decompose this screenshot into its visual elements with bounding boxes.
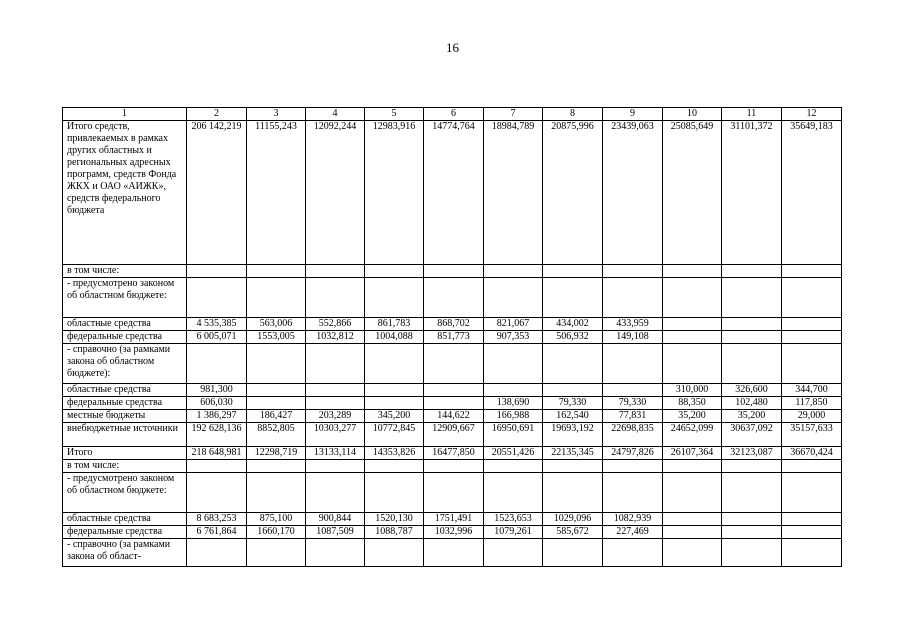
table-row	[63, 513, 842, 526]
table-cell: 1087,509	[306, 526, 365, 539]
table-cell	[722, 318, 782, 331]
row-label: в том числе:	[63, 460, 187, 473]
table-cell	[543, 384, 603, 397]
column-header: 9	[603, 108, 663, 121]
table-cell	[782, 344, 842, 384]
table-cell: 981,300	[187, 384, 247, 397]
column-header: 3	[247, 108, 306, 121]
table-cell: 1029,096	[543, 513, 603, 526]
row-label: Итого средств, привлекаемых в рамках других областных и региональных адресных программ, средств Фонда ЖКХ и ОАО «АИЖК», средств федерального бюджета	[63, 121, 187, 265]
table-cell: 552,866	[306, 318, 365, 331]
table-row	[63, 460, 842, 473]
table-cell: 1660,170	[247, 526, 306, 539]
table-cell	[365, 265, 424, 278]
table-cell: 36670,424	[782, 447, 842, 460]
column-header: 5	[365, 108, 424, 121]
table-cell: 12092,244	[306, 121, 365, 265]
table-cell: 344,700	[782, 384, 842, 397]
table-cell: 25085,649	[663, 121, 722, 265]
table-cell: 35649,183	[782, 121, 842, 265]
table-cell: 26107,364	[663, 447, 722, 460]
table-cell: 345,200	[365, 410, 424, 423]
table-cell	[603, 278, 663, 318]
table-cell	[543, 473, 603, 513]
table-cell	[663, 278, 722, 318]
table-cell: 166,988	[484, 410, 543, 423]
table-cell: 79,330	[603, 397, 663, 410]
table-row	[63, 539, 842, 567]
table-cell	[663, 513, 722, 526]
table-cell: 1751,491	[424, 513, 484, 526]
table-cell: 1004,088	[365, 331, 424, 344]
table-cell	[247, 473, 306, 513]
table-cell	[484, 278, 543, 318]
table-cell	[722, 460, 782, 473]
table-cell	[424, 397, 484, 410]
table-cell	[543, 539, 603, 567]
table-row	[63, 344, 842, 384]
table-cell: 1079,261	[484, 526, 543, 539]
table-cell: 203,289	[306, 410, 365, 423]
table-cell: 30637,092	[722, 423, 782, 447]
table-cell: 326,600	[722, 384, 782, 397]
table-cell: 606,030	[187, 397, 247, 410]
table-cell: 506,932	[543, 331, 603, 344]
table-cell: 821,067	[484, 318, 543, 331]
table-row	[63, 384, 842, 397]
table-cell: 851,773	[424, 331, 484, 344]
table-cell	[782, 539, 842, 567]
table-cell: 563,006	[247, 318, 306, 331]
table-cell: 35157,633	[782, 423, 842, 447]
table-cell: 1032,996	[424, 526, 484, 539]
page-number: 16	[446, 40, 459, 55]
table-cell	[424, 473, 484, 513]
row-label: местные бюджеты	[63, 410, 187, 423]
table-cell	[663, 265, 722, 278]
table-cell	[484, 344, 543, 384]
column-header: 6	[424, 108, 484, 121]
table-cell: 11155,243	[247, 121, 306, 265]
table-cell	[782, 318, 842, 331]
row-label: федеральные средства	[63, 331, 187, 344]
table-cell: 31101,372	[722, 121, 782, 265]
table-cell	[306, 473, 365, 513]
budget-table	[62, 107, 842, 567]
table-cell	[365, 460, 424, 473]
table-cell	[365, 278, 424, 318]
table-cell	[782, 460, 842, 473]
table-cell: 861,783	[365, 318, 424, 331]
row-label: Итого	[63, 447, 187, 460]
table-cell	[603, 539, 663, 567]
table-cell: 29,000	[782, 410, 842, 423]
table-cell: 1088,787	[365, 526, 424, 539]
table-cell	[782, 526, 842, 539]
table-cell: 88,350	[663, 397, 722, 410]
row-label: федеральные средства	[63, 526, 187, 539]
row-label: федеральные средства	[63, 397, 187, 410]
table-cell: 1 386,297	[187, 410, 247, 423]
table-cell	[365, 473, 424, 513]
table-cell	[365, 384, 424, 397]
table-cell: 24797,826	[603, 447, 663, 460]
row-label: - справочно (за рамками закона об областном бюджете):	[63, 344, 187, 384]
table-row	[63, 278, 842, 318]
table-cell	[187, 460, 247, 473]
table-cell	[306, 397, 365, 410]
table-cell: 16477,850	[424, 447, 484, 460]
table-cell: 4 535,385	[187, 318, 247, 331]
row-label: внебюджетные источники	[63, 423, 187, 447]
table-row	[63, 265, 842, 278]
table-cell: 22698,835	[603, 423, 663, 447]
table-cell	[247, 384, 306, 397]
table-row	[63, 447, 842, 460]
table-row	[63, 473, 842, 513]
table-cell: 1082,939	[603, 513, 663, 526]
table-body	[63, 108, 842, 567]
table-row	[63, 410, 842, 423]
column-header: 1	[63, 108, 187, 121]
table-cell	[306, 344, 365, 384]
table-cell	[782, 473, 842, 513]
table-cell: 20875,996	[543, 121, 603, 265]
table-cell	[424, 278, 484, 318]
table-cell	[484, 265, 543, 278]
table-cell	[603, 384, 663, 397]
table-cell	[424, 384, 484, 397]
table-row	[63, 318, 842, 331]
table-cell: 19693,192	[543, 423, 603, 447]
table-cell	[603, 344, 663, 384]
table-cell	[187, 265, 247, 278]
row-label: - предусмотрено законом об областном бюджете:	[63, 278, 187, 318]
column-header: 10	[663, 108, 722, 121]
table-row	[63, 331, 842, 344]
table-cell	[424, 265, 484, 278]
table-cell	[603, 473, 663, 513]
table-cell: 16950,691	[484, 423, 543, 447]
table-cell: 907,353	[484, 331, 543, 344]
table-cell: 1520,130	[365, 513, 424, 526]
row-label: областные средства	[63, 318, 187, 331]
table-cell	[484, 473, 543, 513]
table-cell: 138,690	[484, 397, 543, 410]
table-cell	[187, 344, 247, 384]
table-cell: 14774,764	[424, 121, 484, 265]
table-cell: 218 648,981	[187, 447, 247, 460]
table-cell: 186,427	[247, 410, 306, 423]
table-cell	[543, 460, 603, 473]
table-cell	[543, 278, 603, 318]
table-cell	[603, 265, 663, 278]
row-label: в том числе:	[63, 265, 187, 278]
table-cell: 310,000	[663, 384, 722, 397]
table-cell: 8 683,253	[187, 513, 247, 526]
table-cell: 35,200	[663, 410, 722, 423]
table-cell	[306, 539, 365, 567]
table-cell	[424, 344, 484, 384]
table-cell: 162,540	[543, 410, 603, 423]
row-label: областные средства	[63, 384, 187, 397]
table-cell	[543, 265, 603, 278]
table-cell	[247, 539, 306, 567]
table-cell: 12298,719	[247, 447, 306, 460]
table-cell: 206 142,219	[187, 121, 247, 265]
table-cell: 12909,667	[424, 423, 484, 447]
table-cell	[663, 331, 722, 344]
table-cell	[603, 460, 663, 473]
table-cell: 149,108	[603, 331, 663, 344]
table-cell: 35,200	[722, 410, 782, 423]
table-cell: 13133,114	[306, 447, 365, 460]
table-cell: 18984,789	[484, 121, 543, 265]
table-cell	[543, 344, 603, 384]
table-cell: 900,844	[306, 513, 365, 526]
table-cell	[306, 384, 365, 397]
table-cell	[187, 473, 247, 513]
table-cell	[782, 265, 842, 278]
table-cell	[484, 384, 543, 397]
table-cell	[663, 460, 722, 473]
table-cell	[424, 539, 484, 567]
table-cell	[722, 513, 782, 526]
table-cell	[722, 473, 782, 513]
table-header-row	[63, 108, 842, 121]
table-cell: 144,622	[424, 410, 484, 423]
table-cell	[247, 460, 306, 473]
table-cell	[247, 278, 306, 318]
table-cell	[187, 278, 247, 318]
table-cell	[782, 513, 842, 526]
table-cell: 1523,653	[484, 513, 543, 526]
row-label: - предусмотрено законом об областном бюджете:	[63, 473, 187, 513]
table-cell	[365, 344, 424, 384]
table-cell	[187, 539, 247, 567]
table-row	[63, 397, 842, 410]
table-cell	[306, 460, 365, 473]
table-cell: 585,672	[543, 526, 603, 539]
row-label: областные средства	[63, 513, 187, 526]
table-cell: 192 628,136	[187, 423, 247, 447]
table-cell	[722, 344, 782, 384]
table-row	[63, 526, 842, 539]
table-cell	[722, 331, 782, 344]
table-cell	[663, 473, 722, 513]
table-cell: 1553,005	[247, 331, 306, 344]
table-cell	[663, 526, 722, 539]
table-cell	[424, 460, 484, 473]
table-cell: 227,469	[603, 526, 663, 539]
table-cell	[663, 539, 722, 567]
table-cell	[484, 460, 543, 473]
table-cell: 434,002	[543, 318, 603, 331]
table-cell: 1032,812	[306, 331, 365, 344]
table-cell	[663, 318, 722, 331]
table-cell: 14353,826	[365, 447, 424, 460]
table-cell: 433,959	[603, 318, 663, 331]
table-cell: 868,702	[424, 318, 484, 331]
table-cell	[306, 278, 365, 318]
table-cell: 24652,099	[663, 423, 722, 447]
row-label: - справочно (за рамками закона об област-	[63, 539, 187, 567]
table-row	[63, 121, 842, 265]
table-cell	[722, 265, 782, 278]
table-cell: 22135,345	[543, 447, 603, 460]
table-cell	[484, 539, 543, 567]
table-cell: 8852,805	[247, 423, 306, 447]
table-cell	[722, 539, 782, 567]
table-cell	[782, 331, 842, 344]
table-cell: 875,100	[247, 513, 306, 526]
table-cell: 32123,087	[722, 447, 782, 460]
table-cell	[663, 344, 722, 384]
column-header: 8	[543, 108, 603, 121]
table-cell	[782, 278, 842, 318]
table-cell: 6 005,071	[187, 331, 247, 344]
table-cell: 20551,426	[484, 447, 543, 460]
column-header: 7	[484, 108, 543, 121]
table-row	[63, 423, 842, 447]
table-cell: 10772,845	[365, 423, 424, 447]
table-cell: 10303,277	[306, 423, 365, 447]
column-header: 4	[306, 108, 365, 121]
table-cell: 6 761,864	[187, 526, 247, 539]
table-cell	[365, 397, 424, 410]
table-cell: 117,850	[782, 397, 842, 410]
table-cell	[365, 539, 424, 567]
table-cell	[247, 344, 306, 384]
table-cell: 102,480	[722, 397, 782, 410]
table-cell	[247, 265, 306, 278]
table-cell: 12983,916	[365, 121, 424, 265]
table-cell: 79,330	[543, 397, 603, 410]
column-header: 12	[782, 108, 842, 121]
table-cell	[306, 265, 365, 278]
column-header: 2	[187, 108, 247, 121]
table-cell	[247, 397, 306, 410]
table-cell: 23439,063	[603, 121, 663, 265]
table-cell: 77,831	[603, 410, 663, 423]
table-cell	[722, 526, 782, 539]
table-cell	[722, 278, 782, 318]
column-header: 11	[722, 108, 782, 121]
